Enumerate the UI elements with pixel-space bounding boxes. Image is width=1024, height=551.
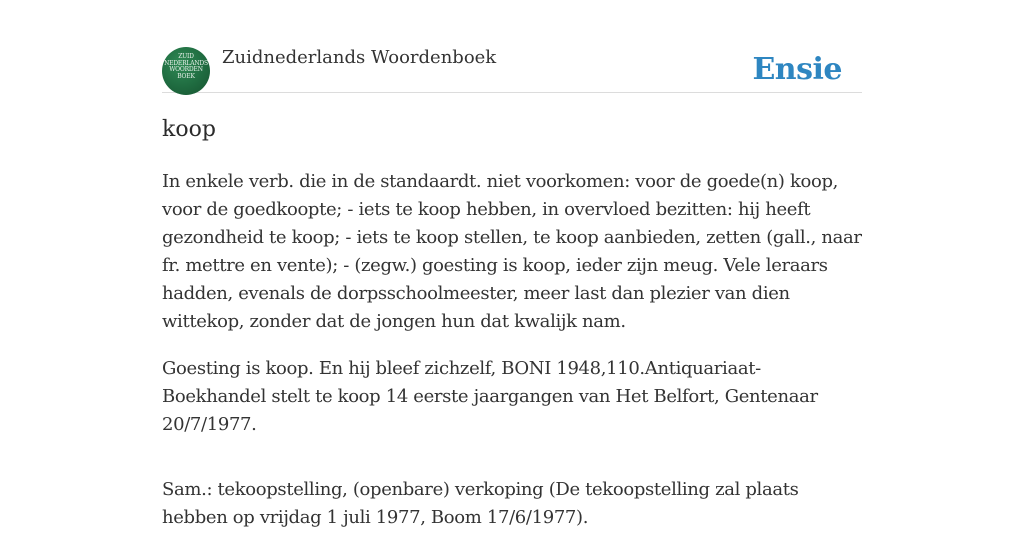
site-header	[162, 46, 862, 93]
entry-examples: Goesting is koop. En hij bleef zichzelf, BONI 1948,110.Antiquariaat-Boekhandel stelt te koop 14 eerste jaargangen van Het Belfort, Gentenaar 20/7/1977.	[162, 358, 818, 435]
ensie-brand-link[interactable]: Ensie	[752, 52, 842, 87]
dictionary-name-link[interactable]: Zuidnederlands Woordenboek	[222, 47, 497, 68]
entry-definition: In enkele verb. die in de standaardt. niet voorkomen: voor de goede(n) koop, voor de goedkoopte; - iets te koop hebben, in overvloed bezitten: hij heeft gezondheid te koop; - iets te koop stellen, te koop aanbieden, zetten (gall., naar fr. mettre en vente); - (zegw.) goesting is koop, ieder zijn meug. Vele leraars hadden, evenals de dorpsschoolmeester, meer last dan plezier van dien wittekop, zonder dat de jongen hun dat kwalijk nam.	[162, 171, 862, 332]
entry-content	[162, 168, 862, 551]
entry-headword: koop	[162, 117, 216, 142]
logo-lettering: ZUID NEDERLANDS WOORDEN BOEK	[164, 53, 208, 80]
entry-synonyms: Sam.: tekoopstelling, (openbare) verkoping (De tekoopstelling zal plaats hebben op vrijdag 1 juli 1977, Boom 17/6/1977).	[162, 479, 799, 528]
dictionary-logo[interactable]	[162, 47, 210, 95]
